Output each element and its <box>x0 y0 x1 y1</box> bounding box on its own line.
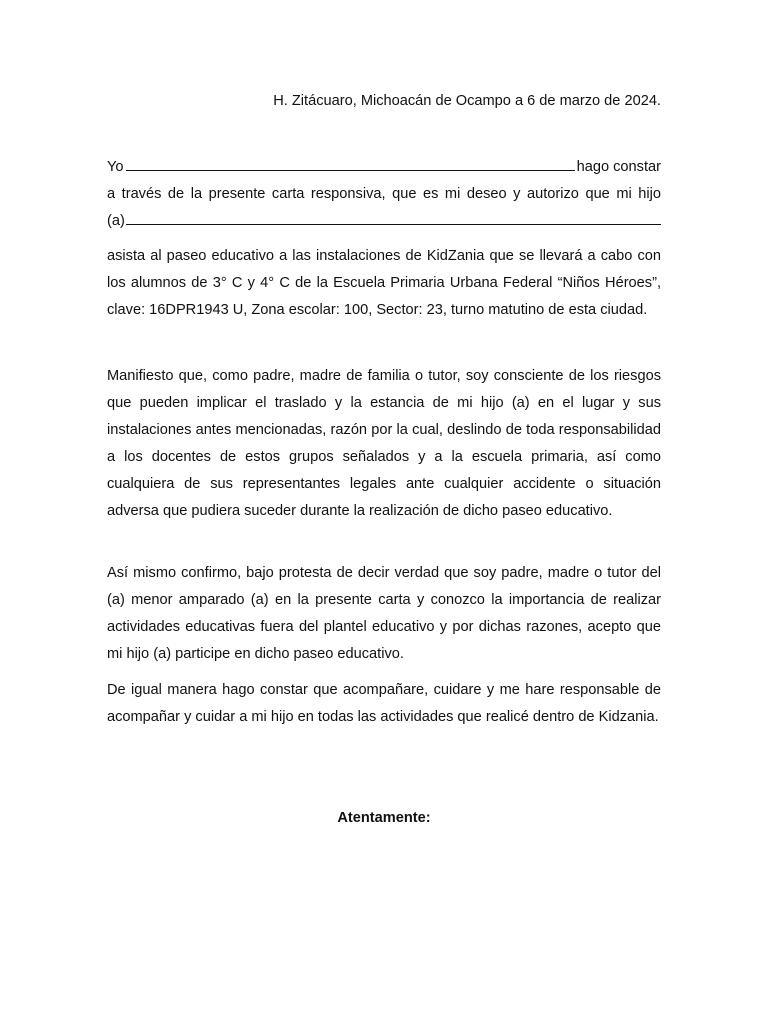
paragraph-liability: Manifiesto que, como padre, madre de familia o tutor, soy consciente de los riesgos que pueden implicar el traslado y la estancia de mi hijo (a) en el lugar y sus instalaciones antes mencionadas, razón por la cual, deslindo de toda responsabilidad a los docentes de estos grupos señalados y a la escuela primaria, así como cualquiera de sus representantes legales ante cualquier accidente o situación adversa que pudiera suceder durante la realización de dicho paseo educativo. <box>107 368 661 519</box>
parent-name-blank[interactable] <box>126 155 575 171</box>
parent-name-line <box>107 154 661 181</box>
intro-line-2: a través de la presente carta responsiva, que es mi deseo y autorizo que mi hijo <box>107 186 661 202</box>
paragraph-trip-details: asista al paseo educativo a las instalaciones de KidZania que se llevará a cabo con los alumnos de 3° C y 4° C de la Escuela Primaria Urbana Federal “Niños Héroes”, clave: 16DPR1943 U, Zona escolar: 100, Sector: 23, turno matutino de esta ciudad. <box>107 248 661 318</box>
closing-atentamente: Atentamente: <box>337 810 431 826</box>
paragraph-confirmation: Así mismo confirmo, bajo protesta de decir verdad que soy padre, madre o tutor del (a) menor amparado (a) en la presente carta y conozco la importancia de realizar actividades educativas fuera del plantel educativo y por dichas razones, acepto que mi hijo (a) participe en dicho paseo educativo. <box>107 565 661 662</box>
date-line: H. Zitácuaro, Michoacán de Ocampo a 6 de marzo de 2024. <box>273 93 661 109</box>
child-name-line <box>107 208 661 235</box>
hago-constar-label: hago constar <box>576 159 661 175</box>
intro-block <box>107 154 661 235</box>
hijo-label: (a) <box>107 213 125 229</box>
child-name-blank[interactable] <box>126 209 661 225</box>
yo-label: Yo <box>107 159 124 175</box>
paragraph-accompany: De igual manera hago constar que acompañare, cuidare y me hare responsable de acompañar y cuidar a mi hijo en todas las actividades que realicé dentro de Kidzania. <box>107 682 661 725</box>
